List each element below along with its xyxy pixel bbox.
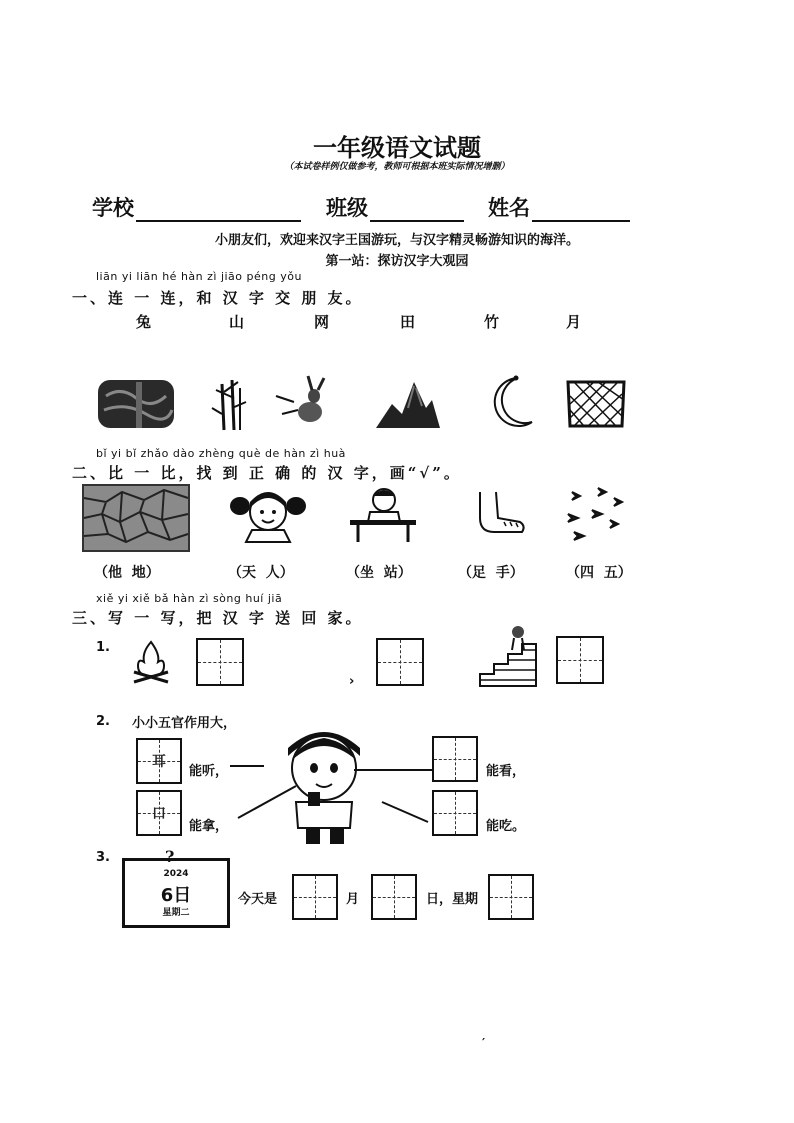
- name-blank[interactable]: [532, 198, 630, 222]
- sitting-boy-picture[interactable]: [346, 486, 420, 544]
- writing-box[interactable]: [371, 874, 417, 920]
- bamboo-picture[interactable]: [210, 374, 250, 432]
- stray-mark: ›: [349, 674, 355, 689]
- calendar-year: 2024: [163, 869, 189, 879]
- page-title: 一年级语文试题: [313, 133, 481, 162]
- writing-box[interactable]: [292, 874, 338, 920]
- writing-box[interactable]: [376, 638, 424, 686]
- stray-mark: ′: [482, 1036, 486, 1050]
- q2-option[interactable]: （天 人）: [228, 565, 294, 581]
- q3-label: 三、写 一 写，把 汉 字 送 回 家。: [72, 609, 364, 627]
- intro-text: 小朋友们，欢迎来汉字王国游玩，与汉字精灵畅游知识的海洋。: [214, 233, 579, 248]
- sense-label: 能听，: [189, 764, 229, 779]
- name-label: 姓名: [488, 195, 530, 220]
- girl-picture[interactable]: [226, 484, 310, 544]
- school-label: 学校: [92, 195, 134, 220]
- q3-item-number: 2.: [96, 714, 110, 729]
- net-picture[interactable]: [564, 376, 628, 432]
- q2-label: 二、比 一 比，找 到 正 确 的 汉 字，画“√”。: [72, 464, 462, 482]
- q2-pinyin: bǐ yi bǐ zhǎo dào zhèng què de hàn zì huà: [96, 447, 346, 460]
- q1-char[interactable]: 月: [566, 313, 582, 331]
- class-blank[interactable]: [370, 198, 464, 222]
- writing-box[interactable]: [136, 738, 182, 784]
- school-blank[interactable]: [136, 198, 301, 222]
- calendar-day: 6日: [160, 885, 192, 906]
- calendar-picture[interactable]: [122, 847, 230, 928]
- sense-label: 能吃。: [486, 819, 526, 834]
- q2-option[interactable]: （四 五）: [566, 565, 632, 581]
- writing-box[interactable]: [136, 790, 182, 836]
- cracked-earth-picture[interactable]: [82, 484, 190, 552]
- q3-item2-title: 小小五官作用大，: [132, 716, 237, 731]
- mountain-picture[interactable]: [374, 378, 442, 430]
- date-text: 月: [346, 892, 360, 907]
- q2-option[interactable]: （足 手）: [458, 565, 524, 581]
- q3-item-number: 1.: [96, 640, 110, 655]
- q1-char[interactable]: 竹: [484, 313, 500, 331]
- q3-item-number: 3.: [96, 850, 110, 865]
- q2-option[interactable]: （他 地）: [94, 565, 160, 581]
- q2-option[interactable]: （坐 站）: [346, 565, 412, 581]
- q1-char[interactable]: 山: [229, 313, 245, 331]
- sense-label: 能拿，: [189, 819, 229, 834]
- school-field-group: [92, 192, 301, 222]
- stairs-picture[interactable]: [478, 624, 546, 688]
- butterflies-picture[interactable]: [558, 484, 628, 546]
- moon-picture[interactable]: [484, 372, 538, 432]
- q1-char[interactable]: 田: [400, 313, 416, 331]
- q3-pinyin: xiě yi xiě bǎ hàn zì sòng huí jiā: [96, 592, 283, 605]
- writing-box[interactable]: [196, 638, 244, 686]
- hint-char: 口: [152, 806, 166, 822]
- class-label: 班级: [326, 195, 368, 220]
- q1-pinyin: liān yi liān hé hàn zì jiāo péng yǒu: [96, 270, 302, 283]
- fire-picture[interactable]: [130, 640, 172, 684]
- station-title: 第一站：探访汉字大观园: [325, 254, 469, 269]
- writing-box[interactable]: [488, 874, 534, 920]
- sense-label: 能看，: [486, 764, 526, 779]
- hint-char: 耳: [152, 754, 166, 770]
- page-note: （本试卷样例仅做参考，教师可根据本班实际情况增删）: [284, 162, 510, 172]
- calendar-hook-icon: ?: [165, 847, 175, 866]
- q1-char[interactable]: 网: [314, 313, 330, 331]
- field-picture[interactable]: [96, 376, 176, 430]
- class-field-group: [326, 192, 464, 222]
- name-field-group: [488, 192, 630, 222]
- foot-picture[interactable]: [470, 488, 528, 538]
- q1-char[interactable]: 兔: [136, 313, 152, 331]
- calendar-week: 星期二: [162, 908, 190, 918]
- date-text: 今天是: [238, 892, 278, 907]
- writing-box[interactable]: [432, 736, 478, 782]
- writing-box[interactable]: [432, 790, 478, 836]
- date-text: 日，星期: [426, 892, 479, 907]
- boy-picture[interactable]: [228, 726, 438, 846]
- q1-label: 一、连 一 连，和 汉 字 交 朋 友。: [72, 289, 364, 307]
- writing-box[interactable]: [556, 636, 604, 684]
- rabbit-picture[interactable]: [272, 374, 332, 432]
